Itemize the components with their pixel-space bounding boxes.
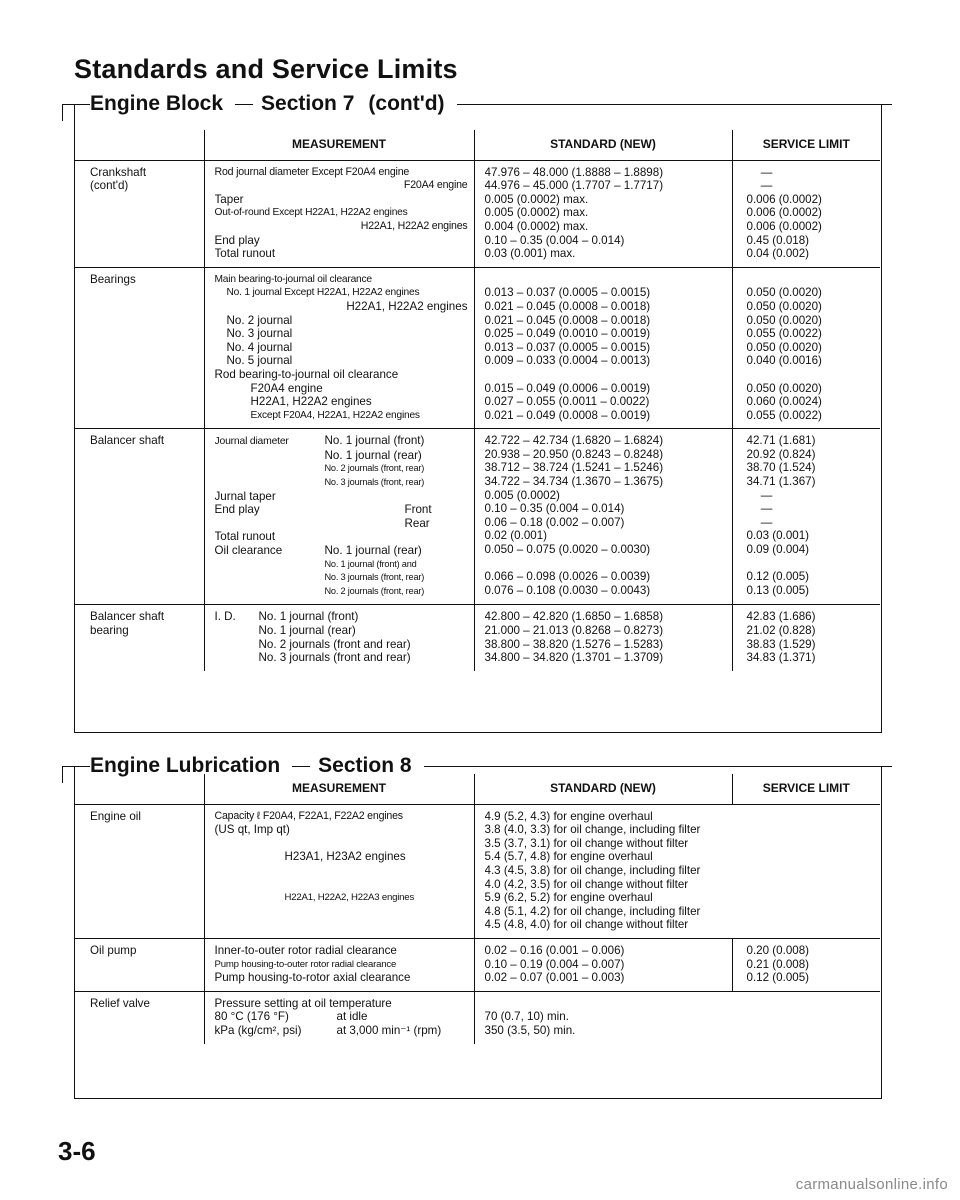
- engine-lubrication-title: Engine Lubrication: [90, 754, 281, 777]
- row-standard-cell: 70 (0.7, 10) min. 350 (3.5, 50) min.: [474, 991, 880, 1043]
- header-item: [74, 774, 204, 804]
- table-header-row: [74, 130, 880, 160]
- engine-block-section-number: Section 7: [261, 92, 355, 115]
- row-item-cell: Balancer shaft bearing: [90, 610, 165, 637]
- row-measurement-cell: Inner-to-outer rotor radial clearance Pump housing-to-outer rotor radial clearance Pump housing-to-rotor axial clearance: [204, 938, 474, 991]
- row-measurement-cell: Capacity ℓ F20A4, F22A1, F22A2 engines (US qt, Imp qt) H23A1, H23A2 engines H22A1, H22A2, H22A3 engines: [204, 804, 474, 938]
- row-measurement-cell: Journal diameter No. 1 journal (front) No. 1 journal (rear) No. 2 journals (front, rear) No. 3 journals (front, rear) Jurnal taper End play Front Rear Total runout Oil clearance No. 1 journal (rear) No. 1 journal (front) and No. 3 journals (front, rear) No. 2 journals (front, rear): [204, 429, 474, 605]
- engine-block-title: Engine Block: [90, 92, 224, 115]
- engine-lubrication-section-number: Section 8: [318, 754, 412, 777]
- table-row: [74, 267, 880, 429]
- row-standard-cell: 0.013 – 0.037 (0.0005 – 0.0015) 0.021 – 0.045 (0.0008 – 0.0018) 0.021 – 0.045 (0.0008 – 0.0018) 0.025 – 0.049 (0.0010 – 0.0019) 0.013 – 0.037 (0.0005 – 0.0015) 0.009 – 0.033 (0.0004 – 0.0013) 0.015 – 0.049 (0.0006 – 0.0019) 0.027 – 0.055 (0.0011 – 0.0022) 0.021 – 0.049 (0.0008 – 0.0019): [474, 267, 732, 429]
- row-standard-cell: 47.976 – 48.000 (1.8888 – 1.8898) 44.976 – 45.000 (1.7707 – 1.7717) 0.005 (0.0002) max. 0.005 (0.0002) max. 0.004 (0.0002) max. 0.10 – 0.35 (0.004 – 0.014) 0.03 (0.001) max.: [474, 160, 732, 267]
- row-measurement-cell: Pressure setting at oil temperature 80 °C (176 °F) at idle kPa (kg/cm², psi) at 3,000 min⁻¹ (rpm): [204, 991, 474, 1043]
- row-item-cell: Bearings: [74, 267, 204, 429]
- page-number: 3-6: [58, 1136, 96, 1166]
- row-item-cell: Balancer shaft: [74, 429, 204, 605]
- header-service-limit: SERVICE LIMIT: [732, 130, 880, 160]
- header-measurement: MEASUREMENT: [204, 130, 474, 160]
- row-limit-cell: 0.20 (0.008) 0.21 (0.008) 0.12 (0.005): [732, 938, 880, 991]
- row-item-cell: Engine oil: [74, 804, 204, 938]
- row-measurement-cell: Rod journal diameter Except F20A4 engine F20A4 engine Taper Out-of-round Except H22A1, H22A2 engines H22A1, H22A2 engines End play Total runout: [204, 160, 474, 267]
- header-measurement: MEASUREMENT: [204, 774, 474, 804]
- table-row: [74, 160, 880, 267]
- row-standard-cell: 0.02 – 0.16 (0.001 – 0.006) 0.10 – 0.19 (0.004 – 0.007) 0.02 – 0.07 (0.001 – 0.003): [474, 938, 732, 991]
- header-service-limit: SERVICE LIMIT: [732, 774, 880, 804]
- row-standard-cell: 42.722 – 42.734 (1.6820 – 1.6824) 20.938 – 20.950 (0.8243 – 0.8248) 38.712 – 38.724 (1.5241 – 1.5246) 34.722 – 34.734 (1.3670 – 1.3675) 0.005 (0.0002) 0.10 – 0.35 (0.004 – 0.014) 0.06 – 0.18 (0.002 – 0.007) 0.02 (0.001) 0.050 – 0.075 (0.0020 – 0.0030) 0.066 – 0.098 (0.0026 – 0.0039) 0.076 – 0.108 (0.0030 – 0.0043): [474, 429, 732, 605]
- engine-lubrication-table: [74, 774, 880, 1044]
- header-standard: STANDARD (NEW): [474, 130, 732, 160]
- row-measurement-cell: I. D. No. 1 journal (front) No. 1 journal (rear) No. 2 journals (front and rear) No. 3 journals (front and rear): [204, 605, 474, 671]
- header-item: [74, 130, 204, 160]
- row-item-cell: Oil pump: [74, 938, 204, 991]
- watermark: carmanualsonline.info: [795, 1176, 948, 1193]
- table-row: [74, 991, 880, 1043]
- table-row: [74, 429, 880, 605]
- table-row: [74, 605, 880, 671]
- table-row: [74, 804, 880, 938]
- row-limit-cell: 42.83 (1.686) 21.02 (0.828) 38.83 (1.529) 34.83 (1.371): [732, 605, 880, 671]
- page-title: Standards and Service Limits: [74, 54, 458, 84]
- row-item-cell: Crankshaft (cont'd): [74, 160, 204, 267]
- row-standard-cell: 42.800 – 42.820 (1.6850 – 1.6858) 21.000 – 21.013 (0.8268 – 0.8273) 38.800 – 38.820 (1.5276 – 1.5283) 34.800 – 34.820 (1.3701 – 1.3709): [474, 605, 732, 671]
- row-standard-cell: 4.9 (5.2, 4.3) for engine overhaul 3.8 (4.0, 3.3) for oil change, including filter 3.5 (3.7, 3.1) for oil change without filter 5.4 (5.7, 4.8) for engine overhaul 4.3 (4.5, 3.8) for oil change, including filter 4.0 (4.2, 3.5) for oil change without filter 5.9 (6.2, 5.2) for engine overhaul 4.8 (5.1, 4.2) for oil change, including filter 4.5 (4.8, 4.0) for oil change without filter: [474, 804, 880, 938]
- header-standard: STANDARD (NEW): [474, 774, 732, 804]
- row-measurement-cell: Main bearing-to-journal oil clearance No. 1 journal Except H22A1, H22A2 engines H22A1, H22A2 engines No. 2 journal No. 3 journal No. 4 journal No. 5 journal Rod bearing-to-journal oil clearance F20A4 engine H22A1, H22A2 engines Except F20A4, H22A1, H22A2 engines: [204, 267, 474, 429]
- row-limit-cell: — — 0.006 (0.0002) 0.006 (0.0002) 0.006 (0.0002) 0.45 (0.018) 0.04 (0.002): [732, 160, 880, 267]
- table-header-row: [74, 774, 880, 804]
- row-limit-cell: 42.71 (1.681) 20.92 (0.824) 38.70 (1.524) 34.71 (1.367) — — — 0.03 (0.001) 0.09 (0.004) 0.12 (0.005) 0.13 (0.005): [732, 429, 880, 605]
- engine-block-table: [74, 130, 880, 671]
- engine-block-contd: (cont'd): [368, 92, 445, 115]
- row-limit-cell: 0.050 (0.0020) 0.050 (0.0020) 0.050 (0.0020) 0.055 (0.0022) 0.050 (0.0020) 0.040 (0.0016) 0.050 (0.0020) 0.060 (0.0024) 0.055 (0.0022): [732, 267, 880, 429]
- row-item-cell: Relief valve: [90, 996, 150, 1010]
- table-row: [74, 938, 880, 991]
